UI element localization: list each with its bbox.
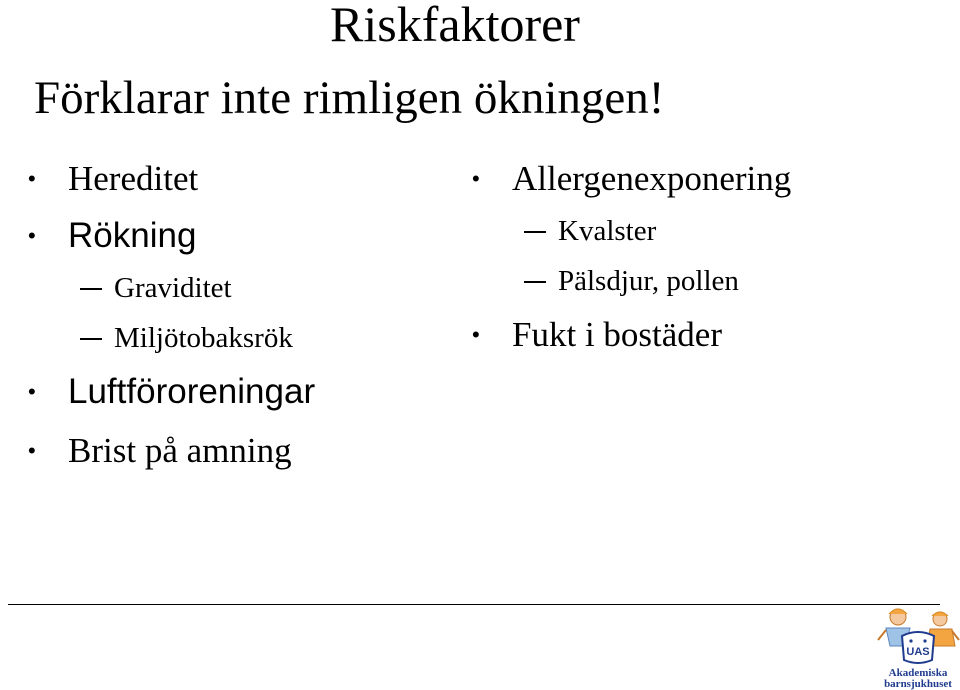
dash-icon (80, 338, 102, 340)
bullet-icon: • (28, 166, 36, 191)
logo-text-line-1: Akademiska (888, 667, 948, 679)
sub-list-item-text: Pälsdjur, pollen (558, 265, 739, 297)
dash-icon (524, 281, 546, 283)
sub-list-item-text: Graviditet (114, 272, 232, 304)
bullet-icon: • (28, 438, 36, 463)
logo-badge-text: UAS (906, 646, 930, 658)
bullet-icon: • (472, 322, 480, 347)
uas-logo-icon (876, 606, 960, 668)
list-item-text: Rökning (68, 216, 197, 255)
list-item-text: Allergenexponering (512, 159, 792, 198)
list-item-text: Brist på amning (68, 431, 292, 470)
slide-subtitle: Förklarar inte rimligen ökningen! (34, 72, 665, 124)
bullet-icon: • (28, 223, 36, 248)
uas-logo (876, 606, 960, 689)
logo-text-line-2: barnsjukhuset (884, 678, 952, 690)
sub-list-item-text: Kvalster (558, 215, 657, 247)
bullet-icon: • (28, 379, 36, 404)
bullet-icon: • (472, 166, 480, 191)
dash-icon (80, 288, 102, 290)
sub-list-item-text: Miljötobaksrök (114, 322, 293, 354)
list-item-text: Hereditet (68, 159, 199, 198)
list-item-text: Luftföroreningar (68, 372, 316, 411)
dash-icon (524, 231, 546, 233)
list-item-text: Fukt i bostäder (512, 315, 722, 354)
footer-divider (8, 604, 940, 605)
slide-title: Riskfaktorer (330, 0, 580, 52)
